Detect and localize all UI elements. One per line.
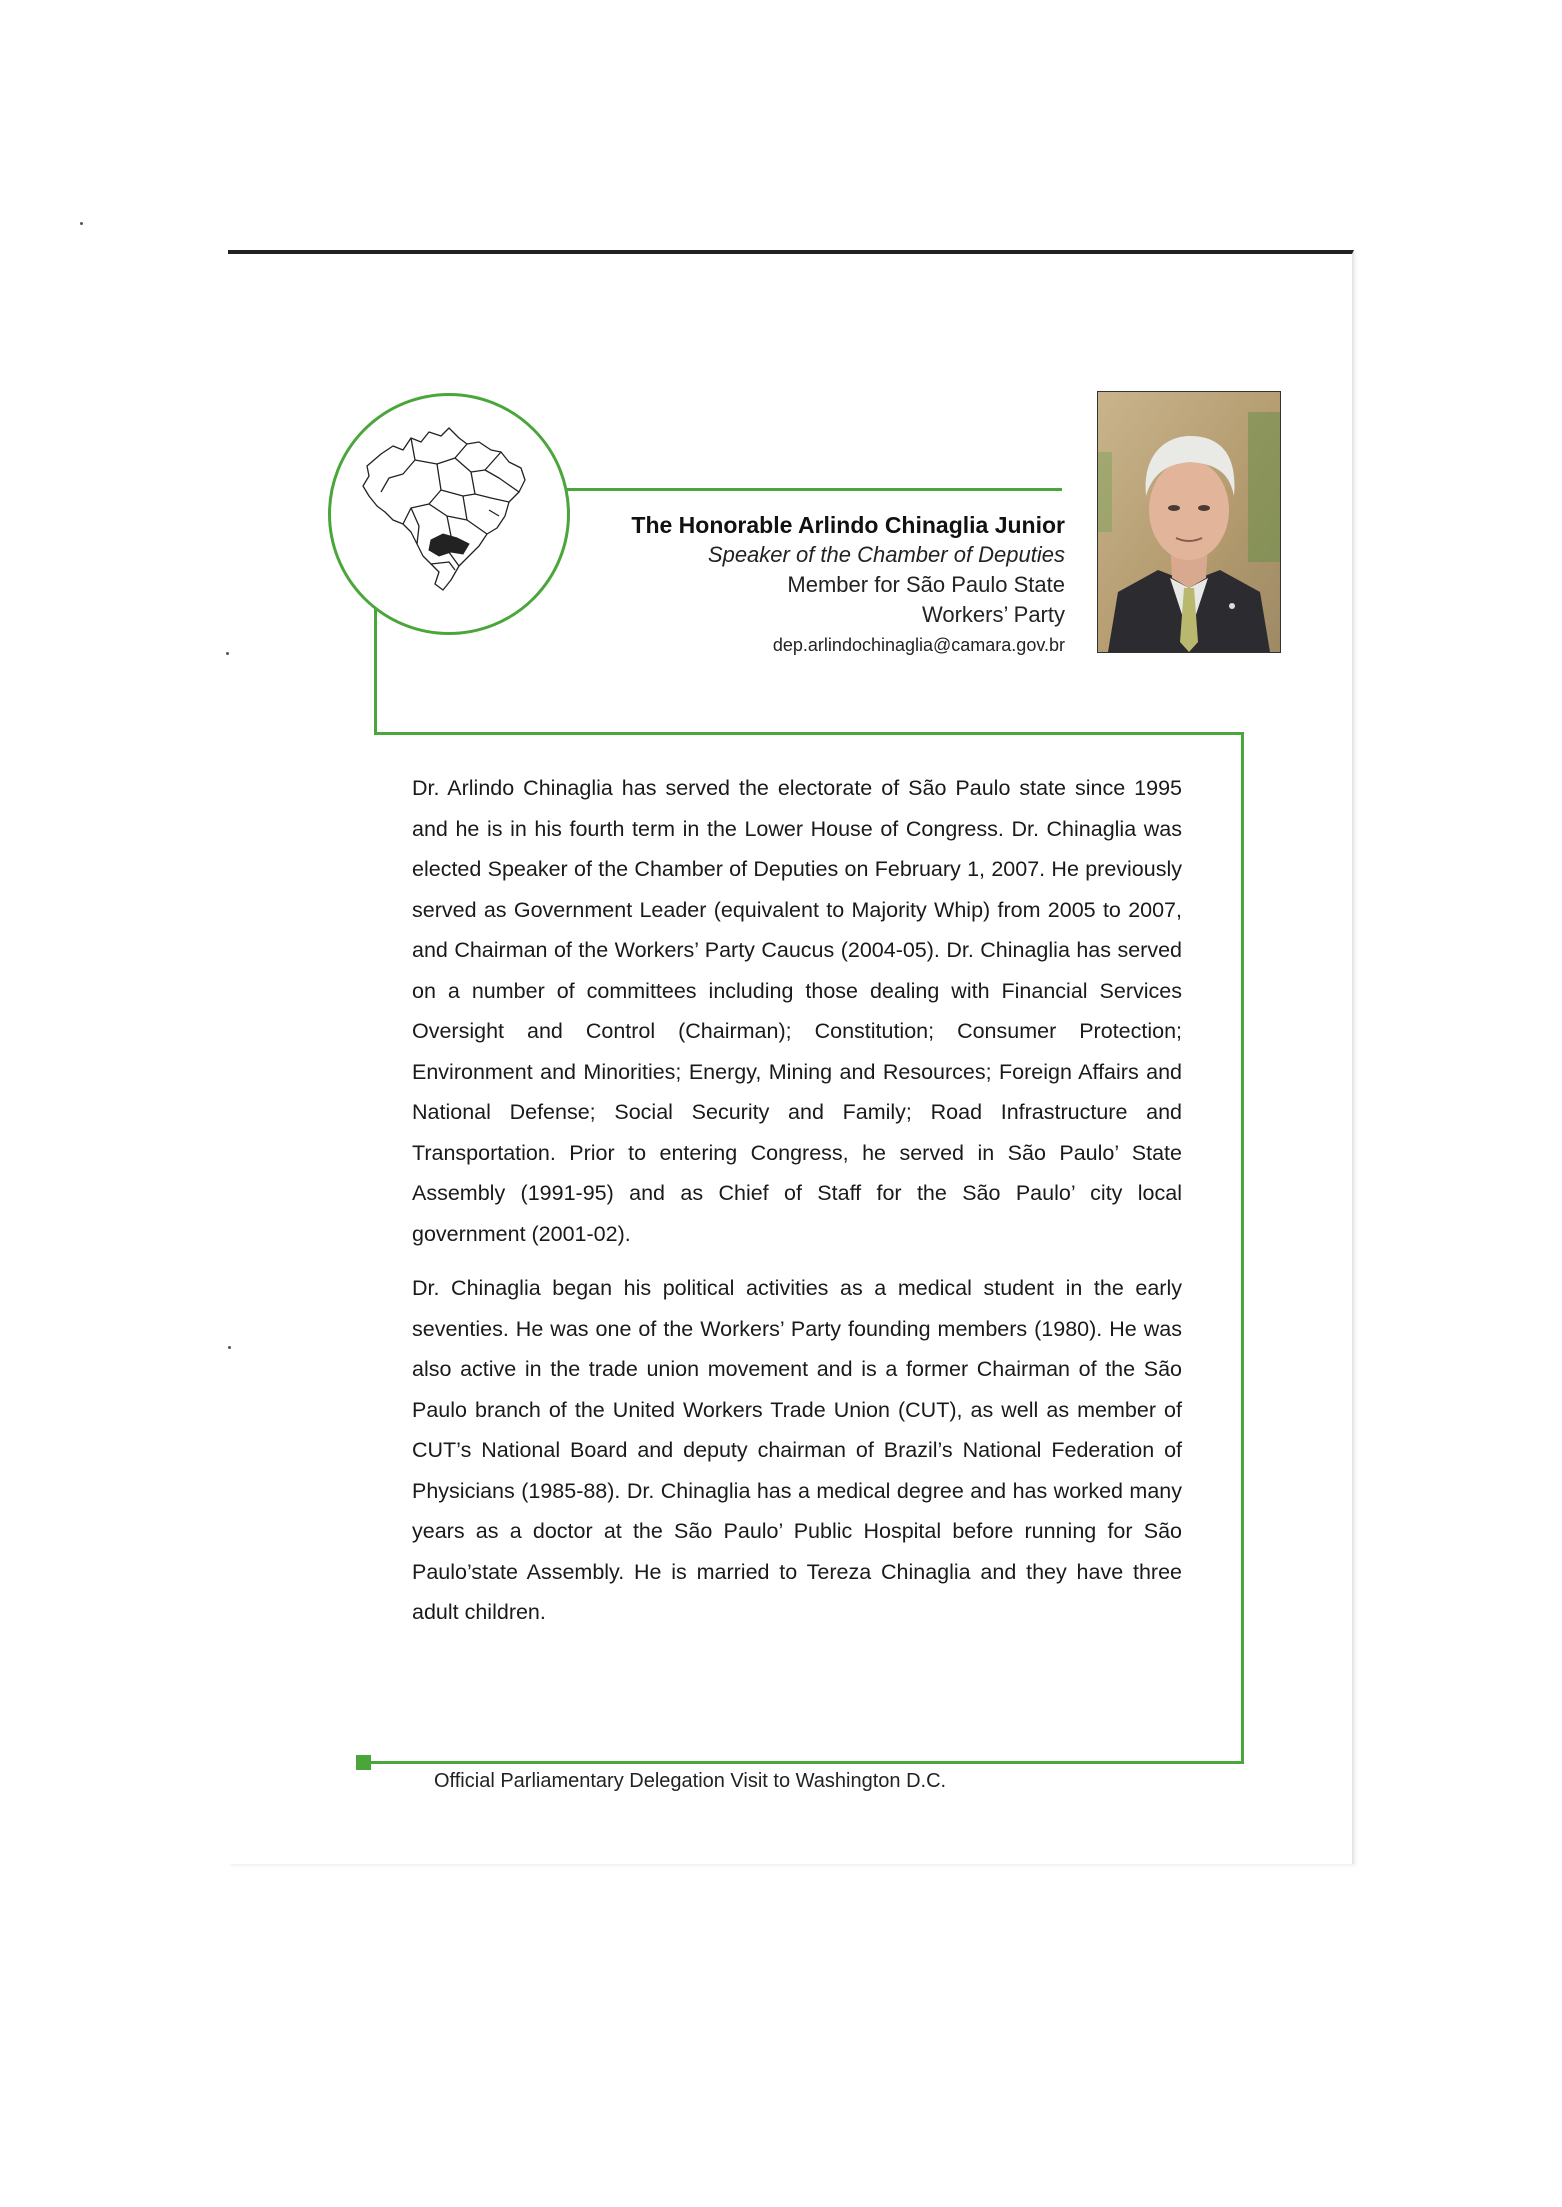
biography-text [412,768,1182,1647]
frame-header-line [562,488,1062,491]
scan-speck [80,222,83,225]
scan-speck [228,1346,231,1349]
footer-caption: Official Parliamentary Delegation Visit to Washington D.C. [434,1770,947,1792]
footer-marker [356,1755,371,1770]
portrait-photo [1097,391,1281,653]
deputy-name: The Honorable Arlindo Chinaglia Junior [631,512,1065,538]
scan-speck [226,652,229,655]
deputy-header [560,510,1065,660]
map-circle [328,393,570,635]
deputy-constituency: Member for São Paulo State [787,572,1065,597]
biography-paragraph: Dr. Chinaglia began his political activities as a medical student in the early seventies. He was one of the Workers’ Party founding members (1980). He was also active in the trade union movement and is a former Chairman of the São Paulo branch of the United Workers Trade Union (CUT), as well as member of CUT’s National Board and deputy chairman of Brazil’s National Federation of Physicians (1985-88). Dr. Chinaglia has a medical degree and has worked many years as a doctor at the São Paulo’ Public Hospital before running for São Paulo’state Assembly. He is married to Tereza Chinaglia and they have three adult children. [412,1276,1182,1624]
deputy-party: Workers’ Party [921,602,1065,627]
frame-left-line [374,595,377,735]
frame-middle-line [374,732,1243,735]
portrait-illustration [1098,392,1280,652]
deputy-role: Speaker of the Chamber of Deputies [707,542,1065,567]
frame-right-line [1241,732,1244,1763]
deputy-email[interactable]: dep.arlindochinaglia@camara.gov.br [772,635,1065,655]
biography-paragraph: Dr. Arlindo Chinaglia has served the electorate of São Paulo state since 1995 and he is in his fourth term in the Lower House of Congress. Dr. Chinaglia was elected Speaker of the Chamber of Deputies on February 1, 2007. He previously served as Government Leader (equivalent to Majority Whip) from 2005 to 2007, and Chairman of the Workers’ Party Caucus (2004-05). Dr. Chinaglia has served on a number of committees including those dealing with Financial Services Oversight and Control (Chairman); Constitution; Consumer Protection; Environment and Minorities; Energy, Mining and Resources; Foreign Affairs and National Defense; Social Security and Family; Road Infrastructure and Transportation. Prior to entering Congress, he served in São Paulo’ State Assembly (1991-95) and as Chief of Staff for the São Paulo’ city local government (2001-02). [412,776,1182,1246]
brazil-map-icon [359,416,539,606]
frame-bottom-line [356,1761,1244,1764]
